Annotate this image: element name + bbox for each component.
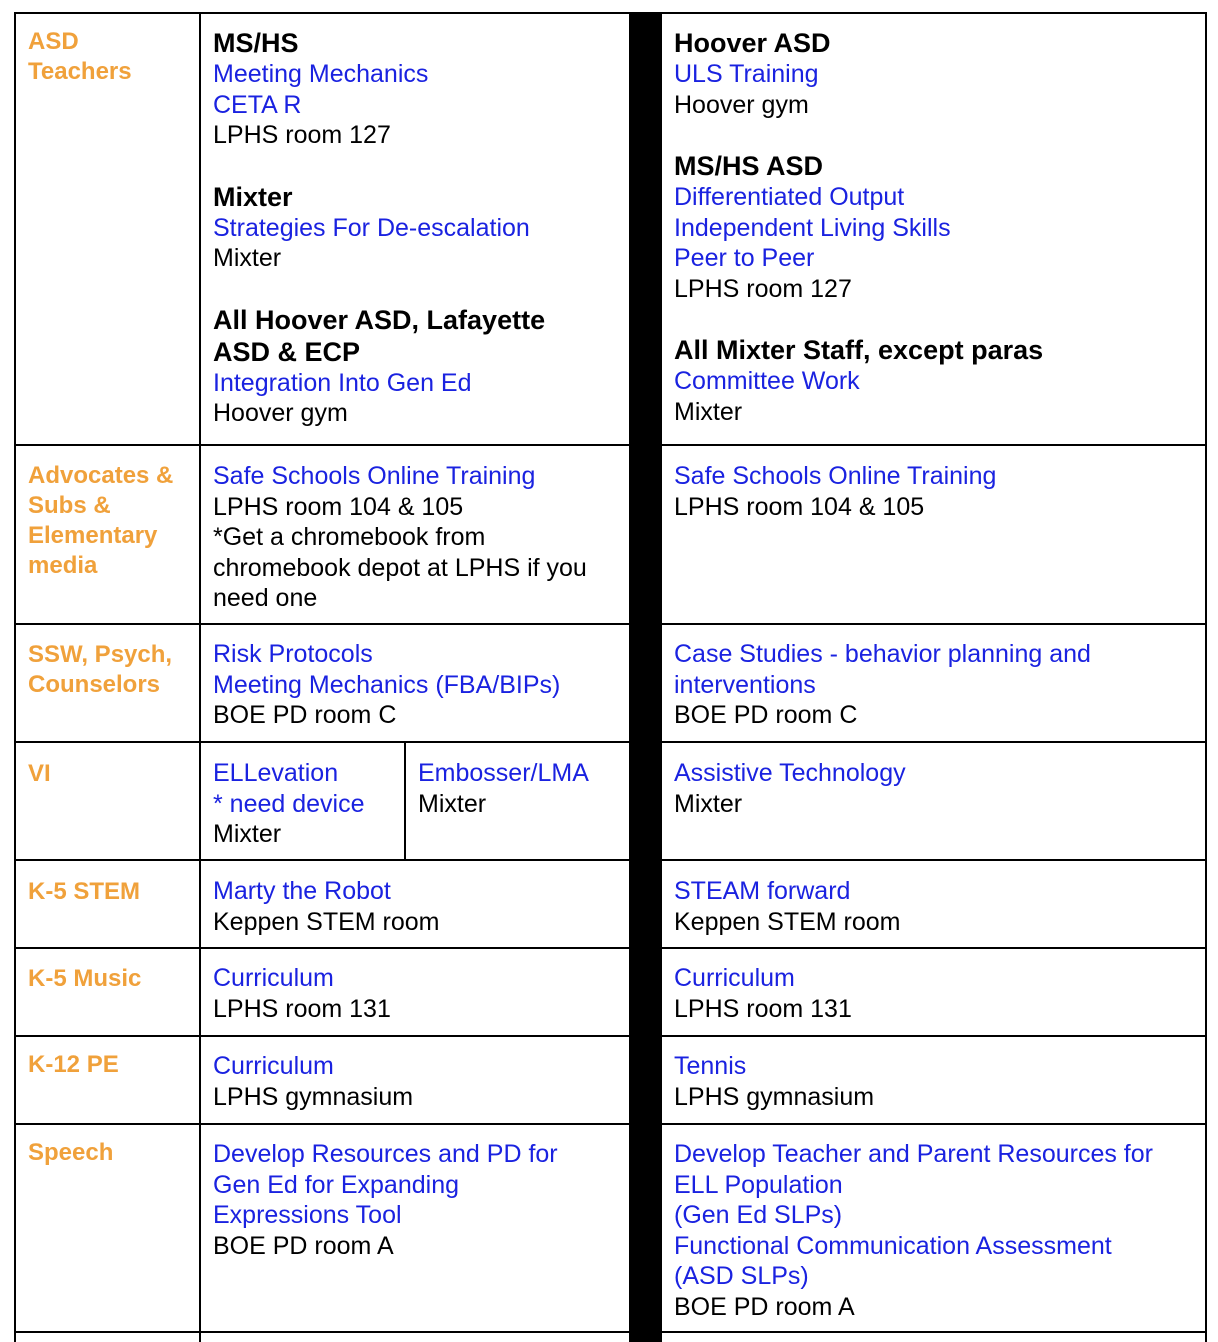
group-heading: Mixter (213, 181, 293, 212)
session-link[interactable]: Meeting Mechanics (213, 60, 429, 88)
speech-left-cell (213, 1139, 558, 1261)
session-link[interactable]: Risk Protocols (213, 640, 373, 668)
location-text: Mixter (213, 820, 282, 848)
category-label: Elementary (28, 522, 158, 549)
group-heading: All Hoover ASD, Lafayette (213, 304, 546, 335)
table-border-right (1205, 12, 1207, 1342)
category-cell-asd (28, 27, 132, 87)
session-link[interactable]: Committee Work (674, 367, 860, 395)
session-link[interactable]: Curriculum (213, 964, 334, 992)
table-border-left (14, 12, 16, 1342)
session-link[interactable]: Develop Resources and PD for (213, 1140, 558, 1168)
location-text: Hoover gym (674, 90, 809, 119)
session-link[interactable]: Differentiated Output (674, 183, 905, 211)
session-link[interactable]: Integration Into Gen Ed (213, 368, 472, 397)
location-text: LPHS room 127 (213, 121, 391, 149)
location-text: Keppen STEM room (674, 907, 901, 936)
asd-left-cell (213, 27, 545, 429)
category-label: Counselors (28, 671, 161, 698)
row-divider (14, 623, 1207, 625)
asd-right-cell (674, 27, 1043, 427)
category-cell-vi (28, 759, 51, 789)
session-link[interactable]: Independent Living Skills (674, 213, 951, 242)
location-text: BOE PD room A (674, 1292, 855, 1321)
session-link[interactable]: Meeting Mechanics (FBA/BIPs) (213, 670, 561, 699)
advocates-right-cell (674, 461, 996, 522)
music-left-cell (213, 963, 391, 1024)
advocates-left-cell (213, 461, 587, 614)
stem-right-cell (674, 876, 901, 937)
session-link[interactable]: ELL Population (674, 1170, 843, 1199)
music-right-cell (674, 963, 852, 1024)
location-text: LPHS room 104 & 105 (213, 492, 464, 521)
speech-right-cell (674, 1139, 1153, 1322)
category-label: K-5 Music (28, 965, 142, 992)
note-text: *Get a chromebook from (213, 523, 486, 551)
location-text: Mixter (418, 789, 487, 818)
session-link[interactable]: Curriculum (674, 964, 795, 992)
group-heading: MS/HS ASD (674, 151, 824, 181)
vi-left-b-cell (418, 758, 589, 819)
location-text: LPHS room 131 (213, 994, 391, 1023)
session-link[interactable]: STEAM forward (674, 877, 851, 905)
session-link[interactable]: Tennis (674, 1052, 747, 1080)
ssw-left-cell (213, 639, 560, 731)
session-link[interactable]: Gen Ed for Expanding (213, 1170, 459, 1199)
session-link[interactable]: Marty the Robot (213, 877, 391, 905)
location-text: BOE PD room A (213, 1231, 394, 1260)
location-text: Keppen STEM room (213, 907, 440, 936)
location-text: Mixter (674, 789, 743, 818)
session-link[interactable]: Develop Teacher and Parent Resources for (674, 1140, 1153, 1168)
category-label: VI (28, 760, 51, 787)
category-label: Speech (28, 1139, 114, 1166)
column-separator-bar (629, 13, 662, 1342)
group-heading: All Mixter Staff, except paras (674, 335, 1044, 365)
session-link[interactable]: * need device (213, 789, 365, 818)
row-divider (14, 1331, 1207, 1333)
category-label: Advocates & (28, 462, 174, 489)
category-label: media (28, 552, 98, 579)
vi-right-cell (674, 758, 906, 819)
category-cell-stem (28, 877, 140, 907)
category-label: ASD Teachers (28, 28, 132, 85)
location-text: Mixter (674, 397, 743, 426)
group-heading: ASD & ECP (213, 336, 361, 367)
location-text: LPHS gymnasium (213, 1082, 414, 1111)
session-link[interactable]: interventions (674, 670, 816, 699)
category-cell-music (28, 964, 141, 994)
location-text: LPHS gymnasium (674, 1082, 875, 1111)
location-text: Mixter (213, 244, 282, 272)
row-divider (14, 859, 1207, 861)
category-label: K-12 PE (28, 1051, 119, 1078)
session-link[interactable]: Embosser/LMA (418, 759, 589, 787)
session-link[interactable]: Safe Schools Online Training (674, 462, 997, 490)
session-link[interactable]: Curriculum (213, 1052, 334, 1080)
vi-split-divider (404, 741, 406, 859)
session-link[interactable]: Case Studies - behavior planning and (674, 640, 1091, 668)
note-text: chromebook depot at LPHS if you (213, 553, 587, 582)
session-link[interactable]: Safe Schools Online Training (213, 462, 536, 490)
row-divider (14, 1123, 1207, 1125)
session-link[interactable]: (ASD SLPs) (674, 1262, 809, 1290)
session-link[interactable]: Functional Communication Assessment (674, 1231, 1112, 1260)
session-link[interactable]: CETA R (213, 90, 302, 119)
session-link[interactable]: Expressions Tool (213, 1201, 402, 1229)
row-divider (14, 947, 1207, 949)
session-link[interactable]: ULS Training (674, 60, 819, 88)
column-divider (199, 12, 201, 1342)
category-label: Subs & (28, 492, 111, 519)
category-cell-ssw (28, 640, 172, 700)
group-heading: Hoover ASD (674, 28, 831, 58)
note-text: need one (213, 584, 318, 612)
row-divider (14, 741, 1207, 743)
pe-right-cell (674, 1051, 874, 1112)
session-link[interactable]: ELLevation (213, 759, 339, 787)
session-link[interactable]: Peer to Peer (674, 244, 815, 272)
stem-left-cell (213, 876, 440, 937)
table-border-top (14, 12, 1207, 14)
session-link[interactable]: (Gen Ed SLPs) (674, 1201, 843, 1229)
session-link[interactable]: Assistive Technology (674, 759, 906, 787)
location-text: Hoover gym (213, 399, 348, 427)
vi-left-a-cell (213, 758, 365, 850)
row-divider (14, 444, 1207, 446)
location-text: BOE PD room C (213, 701, 397, 729)
group-heading: MS/HS (213, 28, 299, 58)
category-cell-advocates (28, 461, 173, 581)
session-link[interactable]: Strategies For De-escalation (213, 213, 530, 242)
location-text: LPHS room 131 (674, 994, 852, 1023)
category-cell-speech (28, 1138, 113, 1168)
pe-left-cell (213, 1051, 413, 1112)
category-cell-pe (28, 1050, 119, 1080)
category-label: K-5 STEM (28, 878, 141, 905)
row-divider (14, 1035, 1207, 1037)
location-text: LPHS room 104 & 105 (674, 492, 925, 521)
location-text: BOE PD room C (674, 701, 858, 729)
category-label: SSW, Psych, (28, 641, 173, 668)
location-text: LPHS room 127 (674, 274, 852, 303)
ssw-right-cell (674, 639, 1091, 731)
